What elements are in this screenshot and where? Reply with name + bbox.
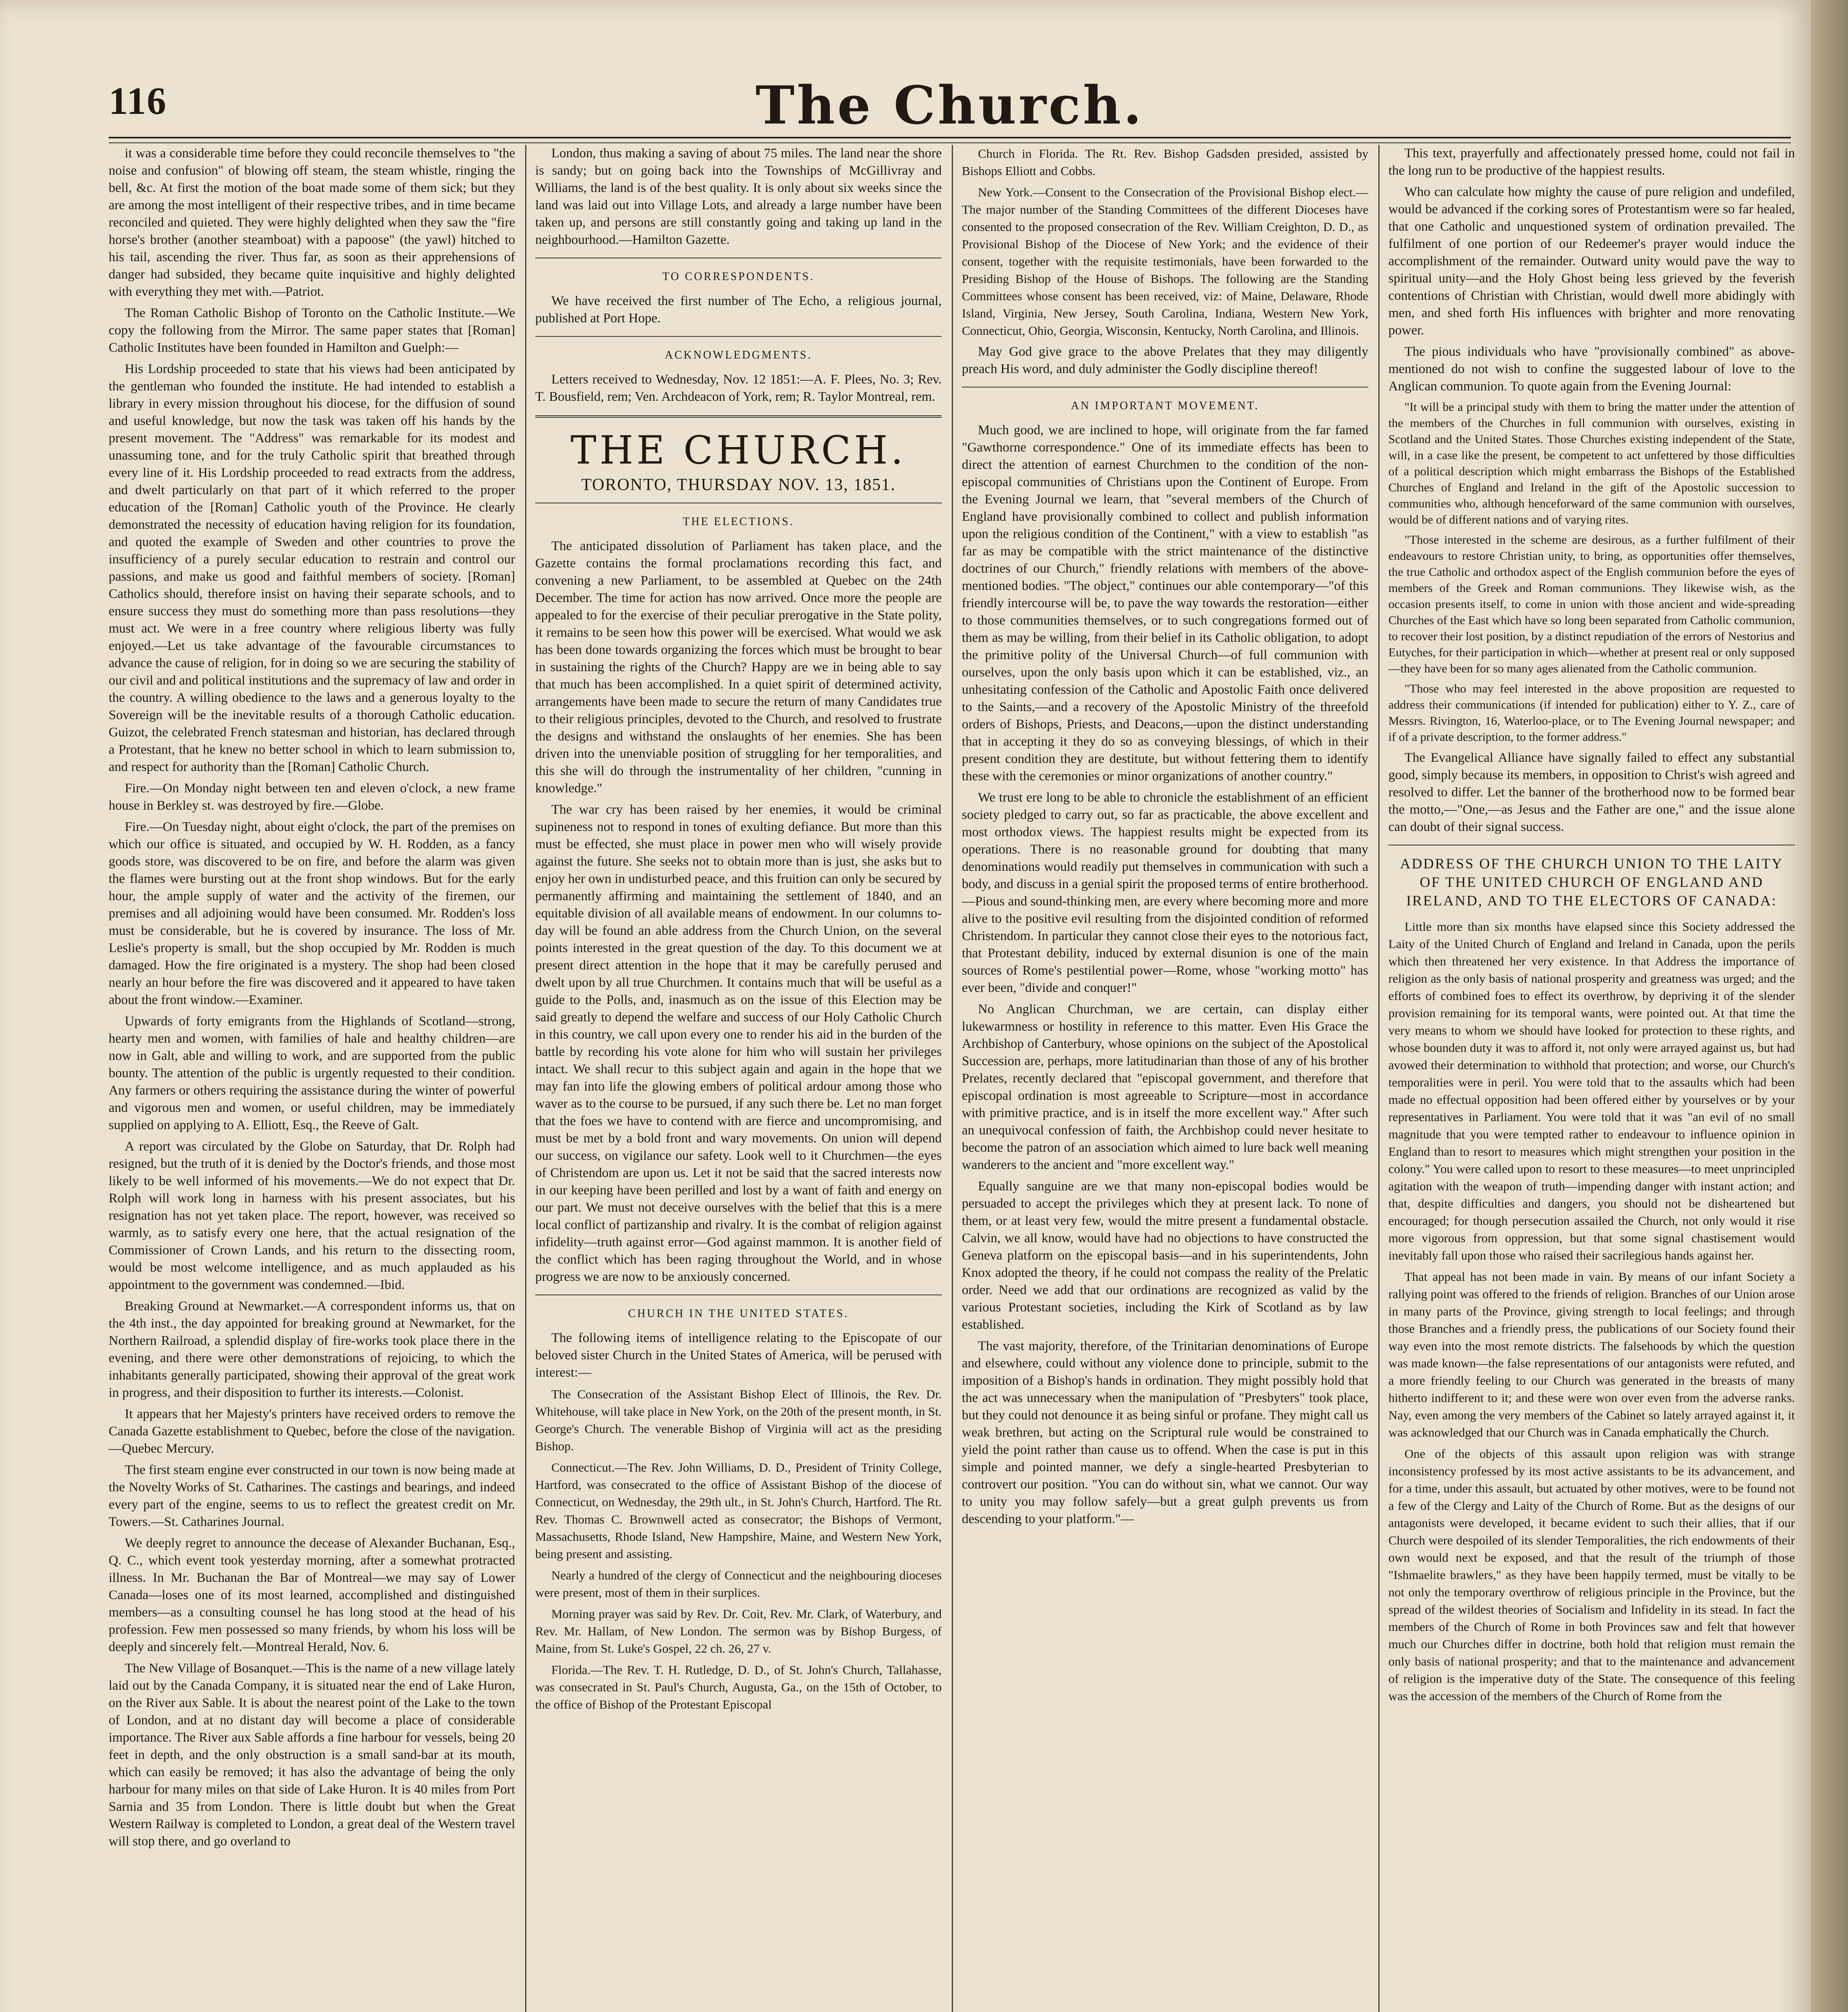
article-paragraph: Much good, we are inclined to hope, will originate from the far famed "Gawthorne correspondence." One of its immediate effects has been to direct the attention of earnest Churchmen to the condition of the non-episcopal communities of Christians upon the Continent of Europe. From the Evening Journal we learn, that "several members of the Church of England have provisionally combined to collect and publish information upon the religious condition of the Continent," with a view to establish "as far as may be compatible with the strict maintenance of the distinctive doctrines of our Church," friendly relations with members of the above-mentioned bodies. "The object," continues our able contemporary—"of this friendly intercourse will be, to pave the way towards the restoration—either to those communities themselves, or to such congregations formed out of them as may be willing, from their belief in its Catholic obligation, to adopt the primitive polity of the Universal Church—of full communion with ourselves, upon the only basis upon which it can be established, viz., an unhesitating confession of the Catholic and Apostolic Faith once delivered to the Saints,—and a recovery of the Apostolic Ministry of the threefold orders of Bishops, Priests, and Deacons,—upon the distinct understanding that in accepting it they do so as conveying blessings, of which in their present condition they are destitute, but without fettering them to identify these with the ceremonies or minor organizations of another country." xyxy=(962,423,1368,783)
article-paragraph: We have received the first number of The Echo, a religious journal, published at Port Hope. xyxy=(535,294,942,326)
article-paragraph: Breaking Ground at Newmarket.—A correspondent informs us, that on the 4th inst., the day appointed for breaking ground at Newmarket, for the Northern Railroad, a splendid display of fire-works took place there in the evening, and there were other demonstrations of rejoicing, to which the inhabitants generally participated, showing their approval of the great work in progress, and their disposition to further its interests.—Colonist. xyxy=(109,1299,515,1400)
paper-title: The Church. xyxy=(755,74,1144,136)
page-edge xyxy=(1811,0,1848,2012)
article-paragraph: it was a considerable time before they could reconcile themselves to "the noise and confusion" of blowing off steam, the steam whistle, ringing the bell, &c. At first the motion of the boat made some of them sick; but they are among the most intelligent of their respective tribes, and in time became reconciled and quieted. They were highly delighted when they saw the "fire horse's brother (another steamboat) with a papoose" (the yawl) hitched to his tail, ascending the river. Thus far, as soon as their apprehensions of danger had subsided, they became quite inquisitive and highly delighted with everything they met with.—Patriot. xyxy=(109,146,515,299)
address-heading: ADDRESS OF THE CHURCH UNION TO THE LAITY OF THE UNITED CHURCH OF ENGLAND AND IRELAND, AND TO THE ELECTORS OF CANADA: xyxy=(1400,856,1784,909)
editorial-dateline: TORONTO, THURSDAY NOV. 13, 1851. xyxy=(581,476,896,494)
article-paragraph: We deeply regret to announce the decease of Alexander Buchanan, Esq., Q. C., which event took yesterday morning, after a somewhat protracted illness. In Mr. Buchanan the Bar of Montreal—we may say of Lower Canada—loses one of its most learned, accomplished and distinguished members—as a consulting counsel he has long stood at the head of his profession. Few men possessed so many friends, by whom his loss will be deeply and sincerely felt.—Montreal Herald, Nov. 6. xyxy=(109,1536,515,1654)
column-divider xyxy=(952,145,953,2012)
article-paragraph: Connecticut.—The Rev. John Williams, D. D., President of Trinity College, Hartford, was consecrated to the office of Assistant Bishop of the diocese of Connecticut, on Wednesday, the 29th ult., in St. John's Church, Hartford. The Rt. Rev. Thomas C. Brownwell acted as consecrator; the Bishops of Vermont, Massachusetts, Rhode Island, New Hampshire, Maine, and Western New York, being present and assisting. xyxy=(535,1460,942,1561)
article-paragraph: "It will be a principal study with them to bring the matter under the attention of the members of the Churches in full communion with ourselves, existing in Scotland and the United States. Those Churches existing independent of the State, will, in a case like the present, be competent to act unfettered by those difficulties of a political description which might embarrass the Bishops of the Established Churches of England and Ireland in the gift of the Apostolic succession to communities who, although henceforward of the same communion with ourselves, would be of different nations and of varying rites. xyxy=(1388,400,1795,526)
section-heading: CHURCH IN THE UNITED STATES. xyxy=(628,1307,849,1320)
article-paragraph: "Those interested in the scheme are desirous, as a further fulfilment of their endeavours to restore Christian unity, to bring, as opportunities offer themselves, the true Catholic and orthodox aspect of the English communion before the eyes of members of the Greek and Roman communions. They likewise wish, as the occasion presents itself, to come in union with those ancient and wide-spreading Churches of the East which have so long been separated from Catholic communion, to recover their lost position, by a distinct repudiation of the errors of Nestorius and Eutyches, for their participation in which—whether at present real or only supposed—they have been for so many ages alienated from the Catholic communion. xyxy=(1388,533,1795,675)
article-paragraph: The New Village of Bosanquet.—This is the name of a new village lately laid out by the Canada Company, it is situated near the end of Lake Huron, on the River aux Sable. It is about the nearest point of the Lake to the town of London, and at no distant day will become a place of considerable importance. The River aux Sable affords a fine harbour for vessels, being 20 feet in depth, and the only obstruction is a small sand-bar at its mouth, which can easily be removed; it has also the advantage of being the only harbour for many miles on that side of Lake Huron. It is 40 miles from Port Sarnia and 35 from London. There is little doubt but when the Great Western Railway is completed to London, a great deal of the Western travel will stop there, and go overland to xyxy=(109,1661,515,1849)
column-3 xyxy=(962,145,1368,2012)
column-divider xyxy=(525,145,526,2012)
article-paragraph: His Lordship proceeded to state that his views had been anticipated by the gentleman who founded the institute. He had intended to establish a library in every mission throughout his diocese, for the diffusion of sound and useful knowledge, but now the task was taken off his hands by the present movement. The "Address" was remarkable for its modest and unassuming tone, and for the truly Catholic spirit that breathed through every line of it. His Lordship proceeded to read extracts from the address, and dwelt particularly on that part of it which referred to the proper education of the [Roman] Catholic youth of the Province. He clearly demonstrated the necessity of education having religion for its foundation, and quoted the example of Sweden and other countries to prove the insufficiency of a purely secular education to restrain and control our passions, and make us good and faithful members of society. [Roman] Catholics should, therefore insist on having their separate schools, and to ensure success they must do something more than pass resolutions—they must act. We were in a free country where religious liberty was fully enjoyed.—Let us take advantage of the favourable circumstances to advance the cause of religion, for in doing so we are securing the stability of our civil and and political institutions and the supremacy of law and order in the country. A willing obedience to the laws and a generous loyalty to the Sovereign will be the inevitable results of a thorough Catholic education. Guizot, the celebrated French statesman and historian, has declared through a Protestant, that he knew no better school in which to learn submission to, and respect for authority than the [Roman] Catholic Church. xyxy=(109,362,515,774)
article-paragraph: It appears that her Majesty's printers have received orders to remove the Canada Gazette establishment to Quebec, before the close of the navigation.—Quebec Mercury. xyxy=(109,1407,515,1456)
article-paragraph: The war cry has been raised by her enemies, it would be criminal supineness not to respond in tones of exulting defiance. But more than this must be effected, she must place in power men who will wisely provide against the future. She seeks not to obtain more than is just, she asks but to enjoy her own in undisturbed peace, and this fruition can only be secured by permanently affirming and maintaining the settlement of 1840, and an equitable division of all available means of endowment. In our columns to-day will be found an able address from the Church Union, on the several points interested in the great question of the day. To this document we at present direct attention in the hope that it may be carefully perused and dwelt upon by all true Churchmen. It contains much that will be useful as a guide to the Polls, and, inasmuch as on the issue of this Election may be said greatly to depend the welfare and success of our Holy Catholic Church in this country, we call upon every one to render his aid in the burden of the battle by recording his vote alone for him who will sustain her privileges intact. We shall recur to this subject again and again in the hope that we may fan into life the glowing embers of political ardour among those who waver as to the course to be pursued, if any such there be. Let no man forget that the foes we have to contend with are fierce and uncompromising, and must be met by a bold front and wary movements. On union will depend our success, on vigilance our safety. Look well to it Churchmen—the eyes of Christendom are upon us. Let it not be said that the sacred interests now in our keeping have been perilled and lost by a want of faith and energy on our part. We must not deceive ourselves with the belief that this is a mere local conflict of partizanship and rivalry. It is the combat of religion against infidelity—truth against error—God against mammon. It is another field of the conflict which has been raging throughout the World, and in whose progress we are now to be anxiously concerned. xyxy=(535,802,942,1284)
section-rule xyxy=(535,415,942,418)
article-paragraph: The anticipated dissolution of Parliament has taken place, and the Gazette contains the formal proclamations recording this fact, and convening a new Parliament, to be assembled at Quebec on the 24th December. The time for action has now arrived. Once more the people are appealed to for the exercise of their peculiar prerogative in the State polity, it remains to be seen how this power will be exercised. What would we ask has been done towards organizing the forces which must be brought to bear in sustaining the rights of the Church? Happy are we in being able to say that much has been accomplished. In a quiet spirit of determined activity, arrangements have been made to secure the return of many Candidates true to their religious principles, devoted to the Church, and resolved to frustrate the designs and withstand the onslaughts of her enemies. She has been driven into the unenviable position of struggling for her temporalities, and this she will do through the instrumentality of her children, "cunning in knowledge." xyxy=(535,539,942,796)
page-number: 116 xyxy=(109,79,167,122)
article-paragraph: The Consecration of the Assistant Bishop Elect of Illinois, the Rev. Dr. Whitehouse, will take place in New York, on the 20th of the present month, in St. George's Church. The venerable Bishop of Virginia will act as the presiding Bishop. xyxy=(535,1387,942,1453)
article-paragraph: May God give grace to the above Prelates that they may diligently preach His word, and duly administer the Godly discipline thereof! xyxy=(962,344,1368,376)
article-paragraph: "Those who may feel interested in the above proposition are requested to address their communications (if intended for publication) either to Y. Z., care of Messrs. Rivington, 16, Waterloo-place, or to The Evening Journal newspaper; and if of a private description, to the former address." xyxy=(1388,682,1795,744)
article-paragraph: Church in Florida. The Rt. Rev. Bishop Gadsden presided, assisted by Bishops Elliott and Cobbs. xyxy=(962,146,1368,178)
article-paragraph: New York.—Consent to the Consecration of the Provisional Bishop elect.—The major number of the Standing Committees of the different Dioceses have consented to the proposed consecration of the Rev. William Creighton, D. D., as Provisional Bishop of the Diocese of New York; and the evidence of their consent, together with the requisite testimonials, have been forwarded to the Presiding Bishop of the House of Bishops. The following are the Standing Committees whose consent has been received, viz: of Maine, Delaware, Rhode Island, Virginia, New Jersey, South Carolina, Indiana, Western New York, Connecticut, Ohio, Georgia, Wisconsin, Kentucky, North Carolina, and Illinois. xyxy=(962,185,1368,338)
article-paragraph: The Evangelical Alliance have signally failed to effect any substantial good, simply because its members, in opposition to Christ's wish agreed and resolved to differ. Let the banner of the brotherhood now to be formed bear the motto,—"One,—as Jesus and the Father are one," and the issue alone can doubt of their signal success. xyxy=(1388,750,1795,834)
article-paragraph: The pious individuals who have "provisionally combined" as above-mentioned do not wish to confine the suggested labour of love to the Anglican communion. To quote again from the Evening Journal: xyxy=(1388,344,1795,394)
article-paragraph: Fire.—On Monday night between ten and eleven o'clock, a new frame house in Berkley st. was destroyed by fire.—Globe. xyxy=(109,781,515,813)
section-heading: AN IMPORTANT MOVEMENT. xyxy=(1070,400,1260,412)
section-heading: ACKNOWLEDGMENTS. xyxy=(664,349,813,361)
section-heading: THE ELECTIONS. xyxy=(683,515,794,528)
article-paragraph: Upwards of forty emigrants from the Highlands of Scotland—strong, hearty men and women, with families of hale and healthy children—are now in Galt, able and willing to work, and are supported from the public bounty. The attention of the public is urgently requested to their condition. Any farmers or others requiring the assistance during the winter of powerful and vigorous men and women, or useful children, may be immediately supplied on applying to A. Elliott, Esq., the Reeve of Galt. xyxy=(109,1014,515,1132)
article-paragraph: That appeal has not been made in vain. By means of our infant Society a rallying point was offered to the friends of religion. Branches of our Union arose in many parts of the Province, giving strength to local feelings; and through those Branches and a friendly press, the publications of our Society found their way even into the most remote districts. The falsehoods by which the question was made known—the false representations of our antagonists were refuted, and a more friendly feeling to our Church was generated in the breasts of many hitherto indifferent to it; and these were won over even from the adverse ranks. Nay, even among the very members of the Cabinet so lately arrayed against it, it was acknowledged that our Church was in Canada emphatically the Church. xyxy=(1388,1270,1795,1439)
article-paragraph: The Roman Catholic Bishop of Toronto on the Catholic Institute.—We copy the following from the Mirror. The same paper states that [Roman] Catholic Institutes have been founded in Hamilton and Guelph:— xyxy=(109,306,515,355)
masthead xyxy=(109,74,1791,139)
article-paragraph: Little more than six months have elapsed since this Society addressed the Laity of the United Church of England and Ireland in Canada, upon the perils which then threatened her very existence. In that Address the importance of religion as the only basis of national prosperity and greatness was urged; and the efforts of combined foes to effect its overthrow, by depriving it of the slender provision remaining for its temporal wants, were pointed out. At that time the very means to whom we should have looked for protection to these rights, and whose bounden duty it was to afford it, not only were arrayed against us, but had avowed their determination to withhold that protection; and worse, our Church's temporalities were in peril. You were told that to the assaults which had been made no effectual opposition had been offered either by yourselves or by your representatives in Parliament. You were told that it was "an evil of no small magnitude that you were tempted rather to endeavour to influence opinion in England than to resort to measures which might strengthen your position in the colony." You were called upon to resort to these measures—to meet unprincipled agitation with the weapon of truth—impending danger with instant action; and that, despite difficulties and dangers, you should not be disheartened but encouraged; for though persecution assailed the Church, not only would it rise more vigorous from oppression, but that some signal chastisement would inevitably fall upon those who raised their sacrilegious hands against her. xyxy=(1388,919,1795,1262)
column-divider xyxy=(1378,145,1380,2012)
column-2 xyxy=(535,145,942,2012)
article-paragraph: One of the objects of this assault upon religion was with strange inconsistency professed by its most active assistants to be its advancement, and for a time, under this assault, but actuated by other motives, were to be found not a few of the Clergy and Laity of the Church of Rome. But as the designs of our antagonists were developed, it became evident to such their allies, that if our Church were despoiled of its slender Temporalities, the rich endowments of their own would next be exposed, and that the result of the triumph of those "Ishmaelite brawlers," as they have been happily termed, must be vitally to be not only the temporary overthrow of religious principle in the Province, but the spread of the wildest theories of Socialism and Infidelity in its stead. In fact the members of the Church of Rome in both Provinces saw and felt that however much our Churches differ in doctrine, both hold that religion must remain the only basis of national prosperity; and that to the maintenance and advancement of religion is the imperative duty of the State. The consequence of this feeling was the accession of the members of the Church of Rome from the xyxy=(1388,1447,1795,1703)
article-paragraph: Nearly a hundred of the clergy of Connecticut and the neighbouring dioceses were present, most of them in their surplices. xyxy=(535,1568,942,1600)
masthead-rule xyxy=(109,137,1791,143)
article-paragraph: No Anglican Churchman, we are certain, can display either lukewarmness or hostility in reference to this matter. Even His Grace the Archbishop of Canterbury, whose opinions on the subject of the Apostolical Succession are, perhaps, more latitudinarian than those of any of his brother Prelates, recently declared that "episcopal government, and therefore that episcopal ordination is most agreeable to Scripture—most in accordance with primitive practice, and is in itself the more excellent way." After such an unequivocal confession of faith, the Archbishop could never hesitate to become the patron of an association which aimed to lure back well meaning wanderers to the ancient and "more excellent way." xyxy=(962,1002,1368,1172)
section-heading: TO CORRESPONDENTS. xyxy=(662,270,815,283)
editorial-masthead-title: THE CHURCH. xyxy=(570,428,907,473)
article-paragraph: This text, prayerfully and affectionately pressed home, could not fail in the long run to be productive of the happiest results. xyxy=(1388,146,1795,178)
column-4 xyxy=(1388,145,1795,2012)
column-1 xyxy=(109,145,515,2012)
article-paragraph: Equally sanguine are we that many non-episcopal bodies would be persuaded to accept the privileges which they at present lack. To none of them, or at least very few, would the mitre present a fundamental obstacle. Calvin, we all know, would have had no objections to have constructed the Geneva platform on the episcopal basis—and in his superintendents, John Knox adopted the theory, if he could not compass the reality of the Prelatic order. Need we add that our ordinations are recognized as valid by the various Protestant societies, including the Kirk of Scotland as by law established. xyxy=(962,1179,1368,1332)
article-paragraph: A report was circulated by the Globe on Saturday, that Dr. Rolph had resigned, but the truth of it is denied by the Doctor's friends, and those most likely to be well informed of his movements.—We do not expect that Dr. Rolph will work long in harness with his present associates, but his resignation has not yet taken place. The report, however, was received so warmly, as to satisfy every one here, that the actual resignation of the Commissioner of Crown Lands, and his return to the dissecting room, would be most welcome intelligence, and as much applauded as his appointment to the government was condemned.—Ibid. xyxy=(109,1139,515,1292)
article-paragraph: Morning prayer was said by Rev. Dr. Coit, Rev. Mr. Clark, of Waterbury, and Rev. Mr. Hallam, of New London. The sermon was by Bishop Burgess, of Maine, from St. Luke's Gospel, 22 ch. 26, 27 v. xyxy=(535,1607,942,1655)
article-paragraph: Florida.—The Rev. T. H. Rutledge, D. D., of St. John's Church, Tallahasse, was consecrated in St. Paul's Church, Augusta, Ga., on the 15th of October, to the office of Bishop of the Protestant Episcopal xyxy=(535,1663,942,1711)
article-paragraph: The following items of intelligence relating to the Episcopate of our beloved sister Church in the United States of America, will be perused with interest:— xyxy=(535,1331,942,1380)
section-rule xyxy=(962,387,1368,388)
article-paragraph: Who can calculate how mighty the cause of pure religion and undefiled, would be advanced if the corking sores of Protestantism were so far healed, that one Catholic and unquestioned system of ordination prevailed. The fulfilment of one portion of our Redeemer's prayer would induce the accomplishment of the remainder. Outward unity would pave the way to spiritual unity—and the Holy Ghost being less grieved by the feverish contentions of Christian with Christian, would dwell more abidingly with men, and shed forth His influences with brighter and more renovating power. xyxy=(1388,185,1795,338)
article-paragraph: Fire.—On Tuesday night, about eight o'clock, the part of the premises on which our office is situated, and occupied by W. H. Rodden, as a fancy goods store, was discovered to be on fire, and before the alarm was given the flames were bursting out at the front shop windows. But for the early hour, the ample supply of water and the activity of the firemen, our premises and all adjoining would have been consumed. Mr. Rodden's loss must be considerable, but he is covered by insurance. The loss of Mr. Leslie's property is small, but the shop occupied by Mr. Rodden is much damaged. How the fire originated is a mystery. The shop had been closed nearly an hour before the fire was discovered and it appeared to have taken about the front window.—Examiner. xyxy=(109,820,515,1007)
article-paragraph: Letters received to Wednesday, Nov. 12 1851:—A. F. Plees, No. 3; Rev. T. Bousfield, rem; Ven. Archdeacon of York, rem; R. Taylor Montreal, rem. xyxy=(535,372,942,404)
article-paragraph: London, thus making a saving of about 75 miles. The land near the shore is sandy; but on going back into the Townships of McGillivray and Williams, the land is of the best quality. It is only about six weeks since the land was laid out into Village Lots, and already a large number have been taken up, and persons are still constantly going and taking up land in the neighbourhood.—Hamilton Gazette. xyxy=(535,146,942,247)
section-rule xyxy=(535,336,942,337)
article-paragraph: The vast majority, therefore, of the Trinitarian denominations of Europe and elsewhere, could without any violence done to principle, submit to the imposition of a Bishop's hands in ordination. They might possibly hold that the act was unnecessary when the manipulation of "Presbyters" took place, but they could not denounce it as being sinful or profane. They might call us weak brethren, but acting on the Scriptural rule would be constrained to yield the point rather than cause us to offend. When the case is put in this simple and pointed manner, we defy a single-hearted Presbyterian to controvert our position. "You can do without sin, what we cannot. Our way to unity you may follow safely—but a great gulph prevents us from descending to your platform."— xyxy=(962,1339,1368,1526)
article-paragraph: The first steam engine ever constructed in our town is now being made at the Novelty Works of St. Catharines. The castings and bearings, and indeed every part of the engine, seems to us to reflect the greatest credit on Mr. Towers.—St. Catharines Journal. xyxy=(109,1463,515,1529)
article-paragraph: We trust ere long to be able to chronicle the establishment of an efficient society pledged to carry out, so far as practicable, the above excellent and most orthodox views. The happiest results might be expected from its operations. There is no reasonable ground for doubting that many denominations would readily put themselves in communication with such a body, and discuss in a genial spirit the proposed terms of entire brotherhood.—Pious and sound-thinking men, are every where becoming more and more alive to the positive evil resulting from the disjointed condition of reformed Christendom. In particular they cannot close their eyes to the notorious fact, that Protestant debility, induced by external disunion is one of the main sources of Rome's pestilential power—Rome, whose "working motto" has ever been, "divide and conquer!" xyxy=(962,790,1368,995)
